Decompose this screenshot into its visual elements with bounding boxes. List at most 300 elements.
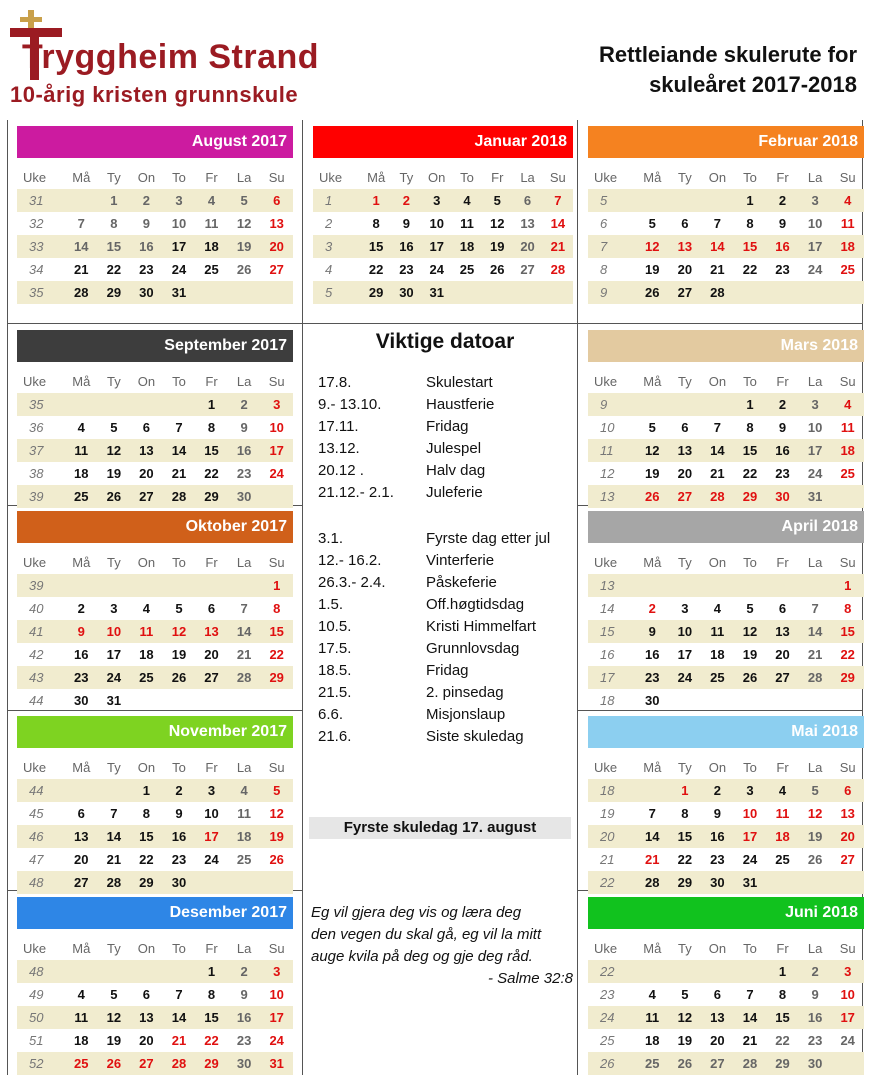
calendar-oktober-2017 [17,511,293,712]
week-number: 24 [588,1006,636,1029]
day-cell: 7 [746,987,754,1002]
day-cell: 11 [460,216,474,231]
quote-line-1: Eg vil gjera deg vis og læra deg [311,904,522,921]
week-row [588,1052,864,1075]
week-row [588,643,864,666]
day-cell: 5 [228,189,261,212]
day-cell [543,281,573,304]
day-cell [701,189,734,212]
important-date: 20.12 . [318,462,364,479]
weekday-header: Su [268,374,285,389]
day-cell: 4 [77,420,85,435]
day-cell: 9 [778,216,787,231]
day-cell: 1 [734,189,767,212]
day-cell: 22 [775,1033,790,1048]
month-header: Januar 2018 [313,126,573,158]
weekday-header: To [743,374,757,389]
day-cell: 14 [163,439,196,462]
day-cell: 19 [742,647,758,662]
day-cell: 14 [701,235,734,258]
day-cell: 26 [98,485,131,508]
week-number: 49 [29,987,44,1002]
day-cell [669,393,702,416]
weekday-header: On [708,555,727,570]
day-cell: 30 [74,693,89,708]
day-cell: 24 [807,262,823,277]
day-cell: 17 [195,825,228,848]
week-number: 21 [600,852,615,867]
day-cell: 12 [269,806,284,821]
day-cell: 13 [520,216,535,231]
day-cell: 4 [228,779,261,802]
week-number: 40 [29,601,44,616]
day-cell: 19 [645,262,660,277]
day-cell: 10 [807,420,823,435]
important-date-row [305,704,585,726]
weekday-header: Ty [677,555,692,570]
day-cell [130,689,163,712]
day-cell: 9 [175,806,183,821]
day-cell: 18 [710,647,725,662]
day-cell: 17 [422,235,452,258]
week-row [588,574,864,597]
day-cell: 1 [831,574,864,597]
day-cell: 31 [734,871,767,894]
calendar-september-2017 [17,330,293,508]
day-cell: 9 [142,216,151,231]
weekday-header: Må [72,760,91,775]
day-cell: 13 [65,825,98,848]
day-cell: 9 [240,420,248,435]
week-row [17,643,293,666]
day-cell: 12 [636,439,669,462]
week-row [588,1029,864,1052]
week-number: 23 [600,987,615,1002]
week-row [17,1006,293,1029]
day-cell: 4 [713,601,722,616]
day-cell: 24 [98,666,131,689]
month-header: August 2017 [17,126,293,158]
day-cell: 9 [65,620,98,643]
day-cell: 22 [742,466,758,481]
day-cell [260,689,293,712]
weekday-header: Fr [205,170,218,185]
important-date-label: Haustferie [426,396,495,413]
day-cell: 11 [775,806,790,821]
day-cell: 8 [778,987,787,1002]
day-cell: 29 [98,281,131,304]
day-cell: 17 [260,1006,293,1029]
day-cell [195,871,228,894]
day-cell: 10 [98,620,131,643]
week-row [17,485,293,508]
day-cell: 21 [236,647,252,662]
week-number: 50 [17,1006,65,1029]
day-cell: 16 [130,235,163,258]
day-cell [766,871,799,894]
weekday-header: Fr [776,760,789,775]
day-cell [831,871,864,894]
school-name: Tryggheim Strand [22,38,320,76]
day-cell [195,574,228,597]
day-cell: 26 [636,281,669,304]
day-cell: 13 [766,620,799,643]
weekday-header: Uke [319,170,343,185]
important-date-row [305,682,585,704]
day-cell: 23 [171,852,187,867]
important-date: 21.5. [318,684,352,701]
quote-line-2: den vegen du skal gå, eg vil la mitt [311,926,542,943]
day-cell: 24 [429,262,444,277]
weekday-header: La [807,170,823,185]
week-row [17,235,293,258]
day-cell: 24 [269,1033,284,1048]
day-cell [130,393,163,416]
weekday-header: Må [643,374,662,389]
day-cell: 12 [163,620,196,643]
day-cell: 20 [775,647,790,662]
day-cell: 20 [831,825,864,848]
day-cell: 8 [273,601,281,616]
day-cell: 28 [701,281,734,304]
important-date: 21.12.- 2.1. [318,484,394,501]
day-cell: 25 [204,262,219,277]
grid-line [7,120,8,1075]
weekday-header: Su [549,170,566,185]
day-cell: 13 [130,1006,163,1029]
day-cell: 12 [669,1006,702,1029]
page-title [599,40,857,100]
day-cell [799,871,832,894]
day-cell: 10 [171,216,187,231]
month-header: Februar 2018 [588,126,864,158]
day-cell: 13 [701,1006,734,1029]
day-cell: 27 [520,262,535,277]
week-number: 18 [600,693,615,708]
day-cell: 6 [681,216,689,231]
week-row [588,620,864,643]
day-cell: 2 [163,779,196,802]
day-cell: 20 [139,1033,154,1048]
day-cell [766,281,799,304]
important-date-row [305,660,585,682]
day-cell: 19 [106,1033,122,1048]
weekday-header: To [460,170,474,185]
day-cell: 3 [260,960,293,983]
title-line-2: skuleåret 2017-2018 [649,72,857,97]
day-cell: 29 [734,485,767,508]
day-cell: 16 [228,439,261,462]
day-cell: 10 [807,216,823,231]
day-cell: 30 [645,693,660,708]
day-cell: 21 [742,1033,758,1048]
day-cell [734,960,767,983]
day-cell: 30 [130,281,163,304]
week-row [588,825,864,848]
week-number: 45 [29,806,44,821]
day-cell: 1 [669,779,702,802]
month-grid [313,166,573,304]
weekday-header: To [743,760,757,775]
day-cell: 5 [110,420,118,435]
day-cell: 17 [260,439,293,462]
day-cell [701,689,734,712]
day-cell: 8 [681,806,689,821]
quote-reference: - Salme 32:8 [487,970,573,987]
weekday-header: Ty [677,170,692,185]
day-cell: 10 [269,987,284,1002]
important-date-label: Fridag [426,662,469,679]
day-cell: 30 [228,485,261,508]
day-cell: 2 [391,189,421,212]
weekday-header: Su [268,941,285,956]
week-row [17,1029,293,1052]
week-number: 18 [588,779,636,802]
important-date-label: Grunnlovsdag [426,640,520,657]
day-cell: 18 [452,235,482,258]
week-number: 5 [588,189,636,212]
month-header: November 2017 [17,716,293,748]
day-cell: 16 [163,825,196,848]
day-cell: 16 [74,647,89,662]
school-tagline: 10-årig kristen grunnskule [10,82,299,107]
important-date-row [305,550,585,572]
important-date: 6.6. [318,706,344,723]
weekday-header: Fr [491,170,504,185]
weekday-header: Uke [23,170,47,185]
day-cell: 31 [260,1052,293,1075]
important-date-label: Juleferie [426,484,483,501]
week-number: 17 [588,666,636,689]
weekday-header: Uke [23,374,47,389]
month-header: Juni 2018 [588,897,864,929]
month-grid [17,937,293,1075]
day-cell: 19 [106,466,122,481]
day-cell: 27 [701,1052,734,1075]
day-cell: 8 [142,806,151,821]
week-number: 43 [17,666,65,689]
weekday-header: Fr [776,941,789,956]
weekday-header: Må [72,941,91,956]
day-cell: 25 [130,666,163,689]
month-header: April 2018 [588,511,864,543]
important-date-row [305,416,585,438]
important-date-label: Siste skuledag [426,728,524,745]
day-cell: 8 [746,216,754,231]
day-cell: 27 [766,666,799,689]
weekday-header: Må [643,170,662,185]
weekday-header: On [137,941,156,956]
week-row [588,212,864,235]
day-cell: 30 [766,485,799,508]
day-cell: 26 [807,852,823,867]
day-cell: 25 [459,262,475,277]
day-cell: 12 [98,1006,131,1029]
day-cell [831,485,864,508]
day-cell: 15 [98,235,131,258]
week-number: 44 [29,693,44,708]
calendar-august-2017 [17,126,293,304]
week-number: 13 [588,485,636,508]
day-cell [452,281,482,304]
day-cell [130,574,163,597]
day-cell: 23 [807,1033,823,1048]
important-date-row [305,572,585,594]
day-cell: 11 [204,216,219,231]
weekday-header: Må [72,374,91,389]
day-cell: 1 [98,189,131,212]
day-cell: 29 [669,871,702,894]
day-cell: 11 [840,420,855,435]
weekday-header: Ty [106,170,121,185]
calendar-februar-2018 [588,126,864,304]
day-cell: 27 [669,281,702,304]
day-cell [831,689,864,712]
day-cell: 7 [110,806,118,821]
day-cell: 2 [228,393,261,416]
week-row [588,258,864,281]
day-cell: 24 [171,262,187,277]
day-cell: 26 [269,852,284,867]
day-cell: 6 [207,601,216,616]
day-cell: 25 [65,1052,98,1075]
calendar-april-2018 [588,511,864,712]
day-cell: 20 [710,1033,725,1048]
important-date-row [305,638,585,660]
weekday-header: La [236,170,252,185]
day-cell: 18 [831,235,864,258]
day-cell: 25 [775,852,790,867]
day-cell: 14 [163,1006,196,1029]
calendar-mars-2018 [588,330,864,508]
day-cell: 14 [550,216,566,231]
important-dates-group-1 [305,372,585,504]
week-number: 19 [600,806,615,821]
day-cell [669,689,702,712]
day-cell: 28 [550,262,566,277]
day-cell: 24 [269,466,284,481]
day-cell: 2 [701,779,734,802]
day-cell: 3 [799,393,832,416]
day-cell: 15 [734,439,767,462]
day-cell: 1 [766,960,799,983]
day-cell: 21 [710,262,725,277]
day-cell: 4 [77,987,85,1002]
day-cell: 19 [171,647,187,662]
important-date-row [305,372,585,394]
week-number: 26 [588,1052,636,1075]
important-date: 18.5. [318,662,352,679]
week-number: 32 [29,216,44,231]
week-row [588,960,864,983]
day-cell: 22 [204,466,219,481]
weekday-header: Ty [677,374,692,389]
day-cell: 23 [775,466,790,481]
important-date-label: Påskeferie [426,574,497,591]
weekday-header: Fr [205,760,218,775]
day-cell: 15 [260,620,293,643]
day-cell: 14 [228,620,261,643]
week-number: 10 [600,420,615,435]
day-cell: 6 [77,806,85,821]
day-cell: 12 [236,216,252,231]
day-cell: 6 [512,189,542,212]
week-number: 44 [17,779,65,802]
day-cell: 20 [677,262,693,277]
weekday-header: Fr [205,555,218,570]
month-grid [588,937,864,1075]
day-cell: 18 [766,825,799,848]
week-number: 35 [17,281,65,304]
day-cell: 3 [163,189,196,212]
week-row [588,439,864,462]
weekday-header: Su [839,760,856,775]
day-cell: 4 [452,189,482,212]
week-number: 46 [17,825,65,848]
day-cell: 20 [74,852,89,867]
day-cell: 7 [543,189,573,212]
day-cell: 14 [701,439,734,462]
day-cell: 19 [482,235,512,258]
week-number: 39 [17,485,65,508]
week-row [313,235,573,258]
day-cell [163,393,196,416]
week-number: 5 [313,281,361,304]
important-date-label: Julespel [426,440,482,457]
day-cell: 9 [402,216,411,231]
day-cell: 23 [710,852,725,867]
weekday-header: La [236,760,252,775]
week-row [588,597,864,620]
weekday-header: On [708,760,727,775]
weekday-header: Fr [776,170,789,185]
weekday-header: Må [643,760,662,775]
weekday-header: To [743,555,757,570]
weekday-header: Uke [23,941,47,956]
day-cell: 5 [260,779,293,802]
day-cell [228,871,261,894]
day-cell [98,960,131,983]
day-cell: 16 [228,1006,261,1029]
weekday-header: Må [643,941,662,956]
important-date: 10.5. [318,618,352,635]
day-cell: 15 [734,235,767,258]
weekday-header: La [236,941,252,956]
week-number: 4 [325,262,333,277]
week-number: 13 [588,574,636,597]
day-cell: 22 [368,262,384,277]
month-grid [17,551,293,712]
day-cell: 2 [130,189,163,212]
day-cell: 16 [766,439,799,462]
day-cell: 10 [269,420,284,435]
weekday-header: Må [72,555,91,570]
day-cell: 27 [130,485,163,508]
day-cell: 11 [636,1006,669,1029]
day-cell: 16 [766,235,799,258]
day-cell: 16 [799,1006,832,1029]
weekday-header: Uke [594,555,618,570]
day-cell [799,689,832,712]
weekday-header: On [137,555,156,570]
day-cell: 11 [237,806,251,821]
day-cell: 26 [669,1052,702,1075]
week-number: 12 [600,466,615,481]
week-number: 11 [588,439,636,462]
day-cell: 18 [195,235,228,258]
day-cell: 10 [204,806,219,821]
day-cell: 7 [811,601,819,616]
